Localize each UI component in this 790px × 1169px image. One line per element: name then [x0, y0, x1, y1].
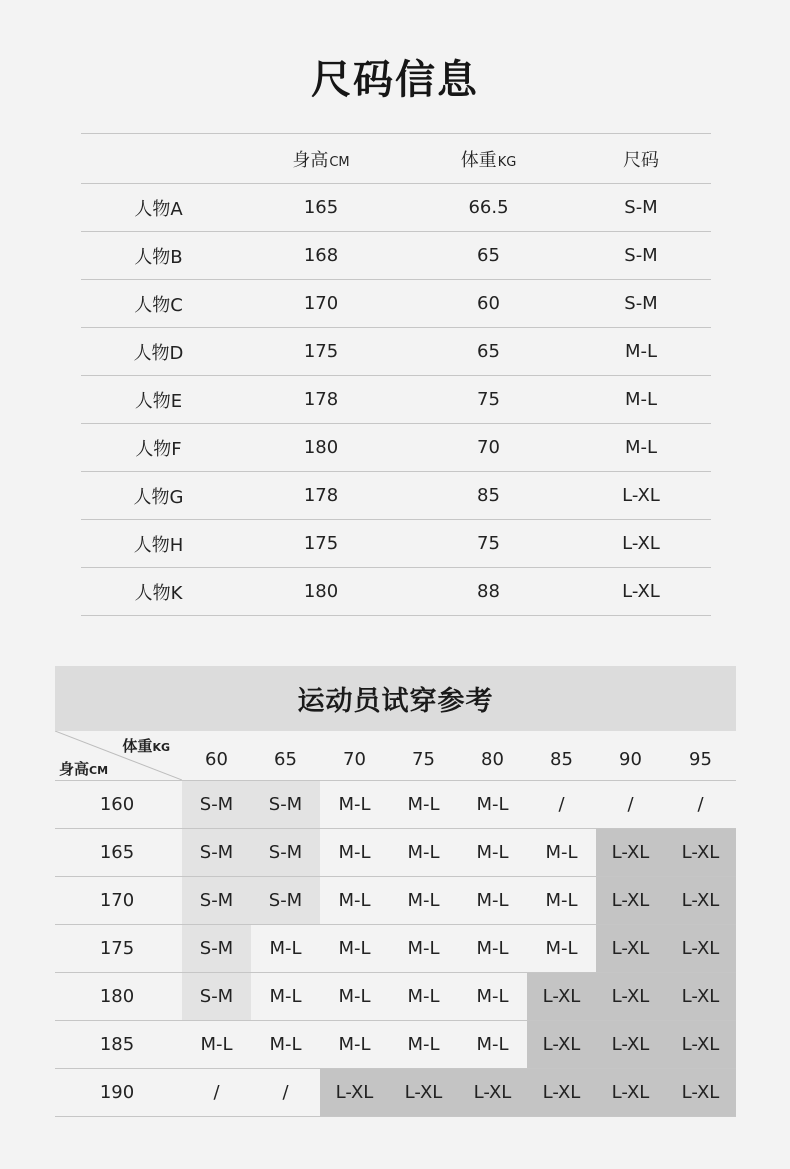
size-cell: / [213, 1082, 220, 1103]
size-cell: L-XL [596, 925, 665, 972]
size-cell: / [627, 794, 634, 815]
size-cell: L-XL [596, 1021, 665, 1068]
size-cell: L-XL [665, 1069, 736, 1116]
size-cell: S-M [251, 829, 320, 876]
size-cell: M-L [338, 1034, 371, 1055]
table-row [81, 519, 711, 567]
table-row [81, 279, 711, 327]
size-cell: M-L [545, 938, 578, 959]
athlete-fitting-table [55, 666, 736, 1117]
table-cell: M-L [624, 437, 658, 458]
page-title: 尺码信息 [311, 57, 479, 103]
size-cell: S-M [182, 925, 251, 972]
table-cell: S-M [624, 245, 658, 266]
table-cell: 人物H [133, 534, 184, 556]
size-cell: M-L [407, 794, 440, 815]
size-cell: M-L [476, 842, 509, 863]
fitting-table-header [55, 731, 736, 781]
table-cell: L-XL [622, 581, 660, 602]
table-cell: 75 [477, 533, 500, 554]
height-row-label: 170 [99, 890, 135, 911]
table-cell: 人物A [134, 198, 183, 220]
diagonal-header-cell [55, 731, 182, 780]
table-cell: 170 [303, 293, 339, 314]
size-cell: / [697, 794, 704, 815]
fitting-table-body [55, 781, 736, 1117]
table-cell: 65 [477, 341, 500, 362]
weight-column-header: 60 [205, 749, 228, 770]
size-cell: M-L [476, 986, 509, 1007]
size-cell: M-L [476, 938, 509, 959]
size-cell: S-M [182, 781, 251, 828]
header-unit: KG [497, 154, 517, 170]
weight-column-header: 65 [274, 749, 297, 770]
size-cell: L-XL [596, 877, 665, 924]
header-label: 身高 [292, 149, 329, 171]
size-cell: M-L [338, 794, 371, 815]
table-cell: M-L [624, 389, 658, 410]
size-cell: L-XL [458, 1069, 527, 1116]
table-row [55, 829, 736, 877]
header-label: 尺码 [623, 149, 659, 171]
table-cell: 165 [303, 197, 339, 218]
table-cell: 70 [477, 437, 500, 458]
size-table-header-cell [406, 146, 571, 172]
table-cell: 180 [303, 437, 339, 458]
size-cell: M-L [407, 986, 440, 1007]
size-cell: L-XL [389, 1069, 458, 1116]
size-cell: L-XL [596, 829, 665, 876]
size-cell: M-L [338, 842, 371, 863]
size-cell: L-XL [596, 973, 665, 1020]
size-cell: L-XL [527, 973, 596, 1020]
size-cell: M-L [338, 986, 371, 1007]
size-cell: L-XL [665, 973, 736, 1020]
table-cell: 180 [303, 581, 339, 602]
table-cell: 88 [477, 581, 500, 602]
table-cell: 人物B [134, 246, 183, 268]
table-row [81, 375, 711, 423]
size-cell: M-L [407, 938, 440, 959]
size-cell: M-L [338, 890, 371, 911]
size-cell: M-L [407, 890, 440, 911]
table-cell: 人物D [133, 342, 184, 364]
size-cell: M-L [545, 842, 578, 863]
size-cell: S-M [182, 877, 251, 924]
size-cell: M-L [476, 794, 509, 815]
size-cell: M-L [407, 1034, 440, 1055]
table-cell: 人物K [134, 582, 183, 604]
weight-column-header: 70 [343, 749, 366, 770]
size-cell: M-L [269, 938, 302, 959]
size-table-header-row [81, 133, 711, 183]
size-info-table [81, 133, 711, 616]
size-cell: M-L [269, 1034, 302, 1055]
table-row [55, 781, 736, 829]
size-table-header-cell [571, 146, 711, 172]
height-axis-label: 身高CM [59, 760, 109, 778]
height-row-label: 190 [99, 1082, 135, 1103]
table-cell: 75 [477, 389, 500, 410]
height-row-label: 180 [99, 986, 135, 1007]
table-cell: 66.5 [468, 197, 509, 218]
size-cell: L-XL [527, 1021, 596, 1068]
height-row-label: 175 [99, 938, 135, 959]
table-cell: 178 [303, 485, 339, 506]
size-cell: M-L [476, 1034, 509, 1055]
table-cell: S-M [624, 293, 658, 314]
size-cell: M-L [200, 1034, 233, 1055]
header-unit: CM [329, 154, 350, 170]
size-cell: S-M [182, 973, 251, 1020]
table-cell: 65 [477, 245, 500, 266]
size-cell: M-L [476, 890, 509, 911]
height-row-label: 185 [99, 1034, 135, 1055]
height-row-label: 160 [99, 794, 135, 815]
table-row [81, 471, 711, 519]
table-cell: 人物G [133, 486, 184, 508]
table-row [81, 183, 711, 231]
table-cell: 人物C [134, 294, 183, 316]
table-row [81, 327, 711, 375]
table-row [55, 925, 736, 973]
weight-column-header: 75 [412, 749, 435, 770]
table-row [55, 1069, 736, 1117]
size-cell: M-L [407, 842, 440, 863]
table-cell: 60 [477, 293, 500, 314]
size-cell: M-L [338, 938, 371, 959]
table-row [81, 567, 711, 616]
height-row-label: 165 [99, 842, 135, 863]
table-cell: M-L [624, 341, 658, 362]
size-table-header-cell [236, 146, 406, 172]
size-cell: L-XL [665, 925, 736, 972]
table-cell: 168 [303, 245, 339, 266]
size-cell: / [282, 1082, 289, 1103]
table-row [55, 973, 736, 1021]
table-cell: 175 [303, 341, 339, 362]
size-cell: S-M [182, 829, 251, 876]
size-cell: M-L [269, 986, 302, 1007]
size-cell: L-XL [320, 1069, 389, 1116]
size-cell: M-L [545, 890, 578, 911]
table-cell: 175 [303, 533, 339, 554]
table-cell: S-M [624, 197, 658, 218]
size-cell: S-M [251, 877, 320, 924]
table-row [55, 1021, 736, 1069]
weight-column-header: 90 [619, 749, 642, 770]
table-cell: 人物F [135, 438, 182, 460]
size-cell: / [558, 794, 565, 815]
size-cell: L-XL [596, 1069, 665, 1116]
size-cell: L-XL [665, 1021, 736, 1068]
weight-column-header: 95 [689, 749, 712, 770]
weight-column-header: 85 [550, 749, 573, 770]
size-cell: L-XL [665, 829, 736, 876]
weight-axis-label: 体重KG [122, 737, 170, 755]
table-cell: 178 [303, 389, 339, 410]
size-cell: L-XL [527, 1069, 596, 1116]
table-cell: L-XL [622, 485, 660, 506]
weight-column-header: 80 [481, 749, 504, 770]
table-row [81, 231, 711, 279]
size-cell: L-XL [665, 877, 736, 924]
table-row [55, 877, 736, 925]
table-cell: 人物E [134, 390, 183, 412]
header-label: 体重 [460, 149, 497, 171]
fitting-table-title: 运动员试穿参考 [55, 666, 736, 731]
table-cell: L-XL [622, 533, 660, 554]
table-row [81, 423, 711, 471]
table-cell: 85 [477, 485, 500, 506]
size-cell: S-M [251, 781, 320, 828]
